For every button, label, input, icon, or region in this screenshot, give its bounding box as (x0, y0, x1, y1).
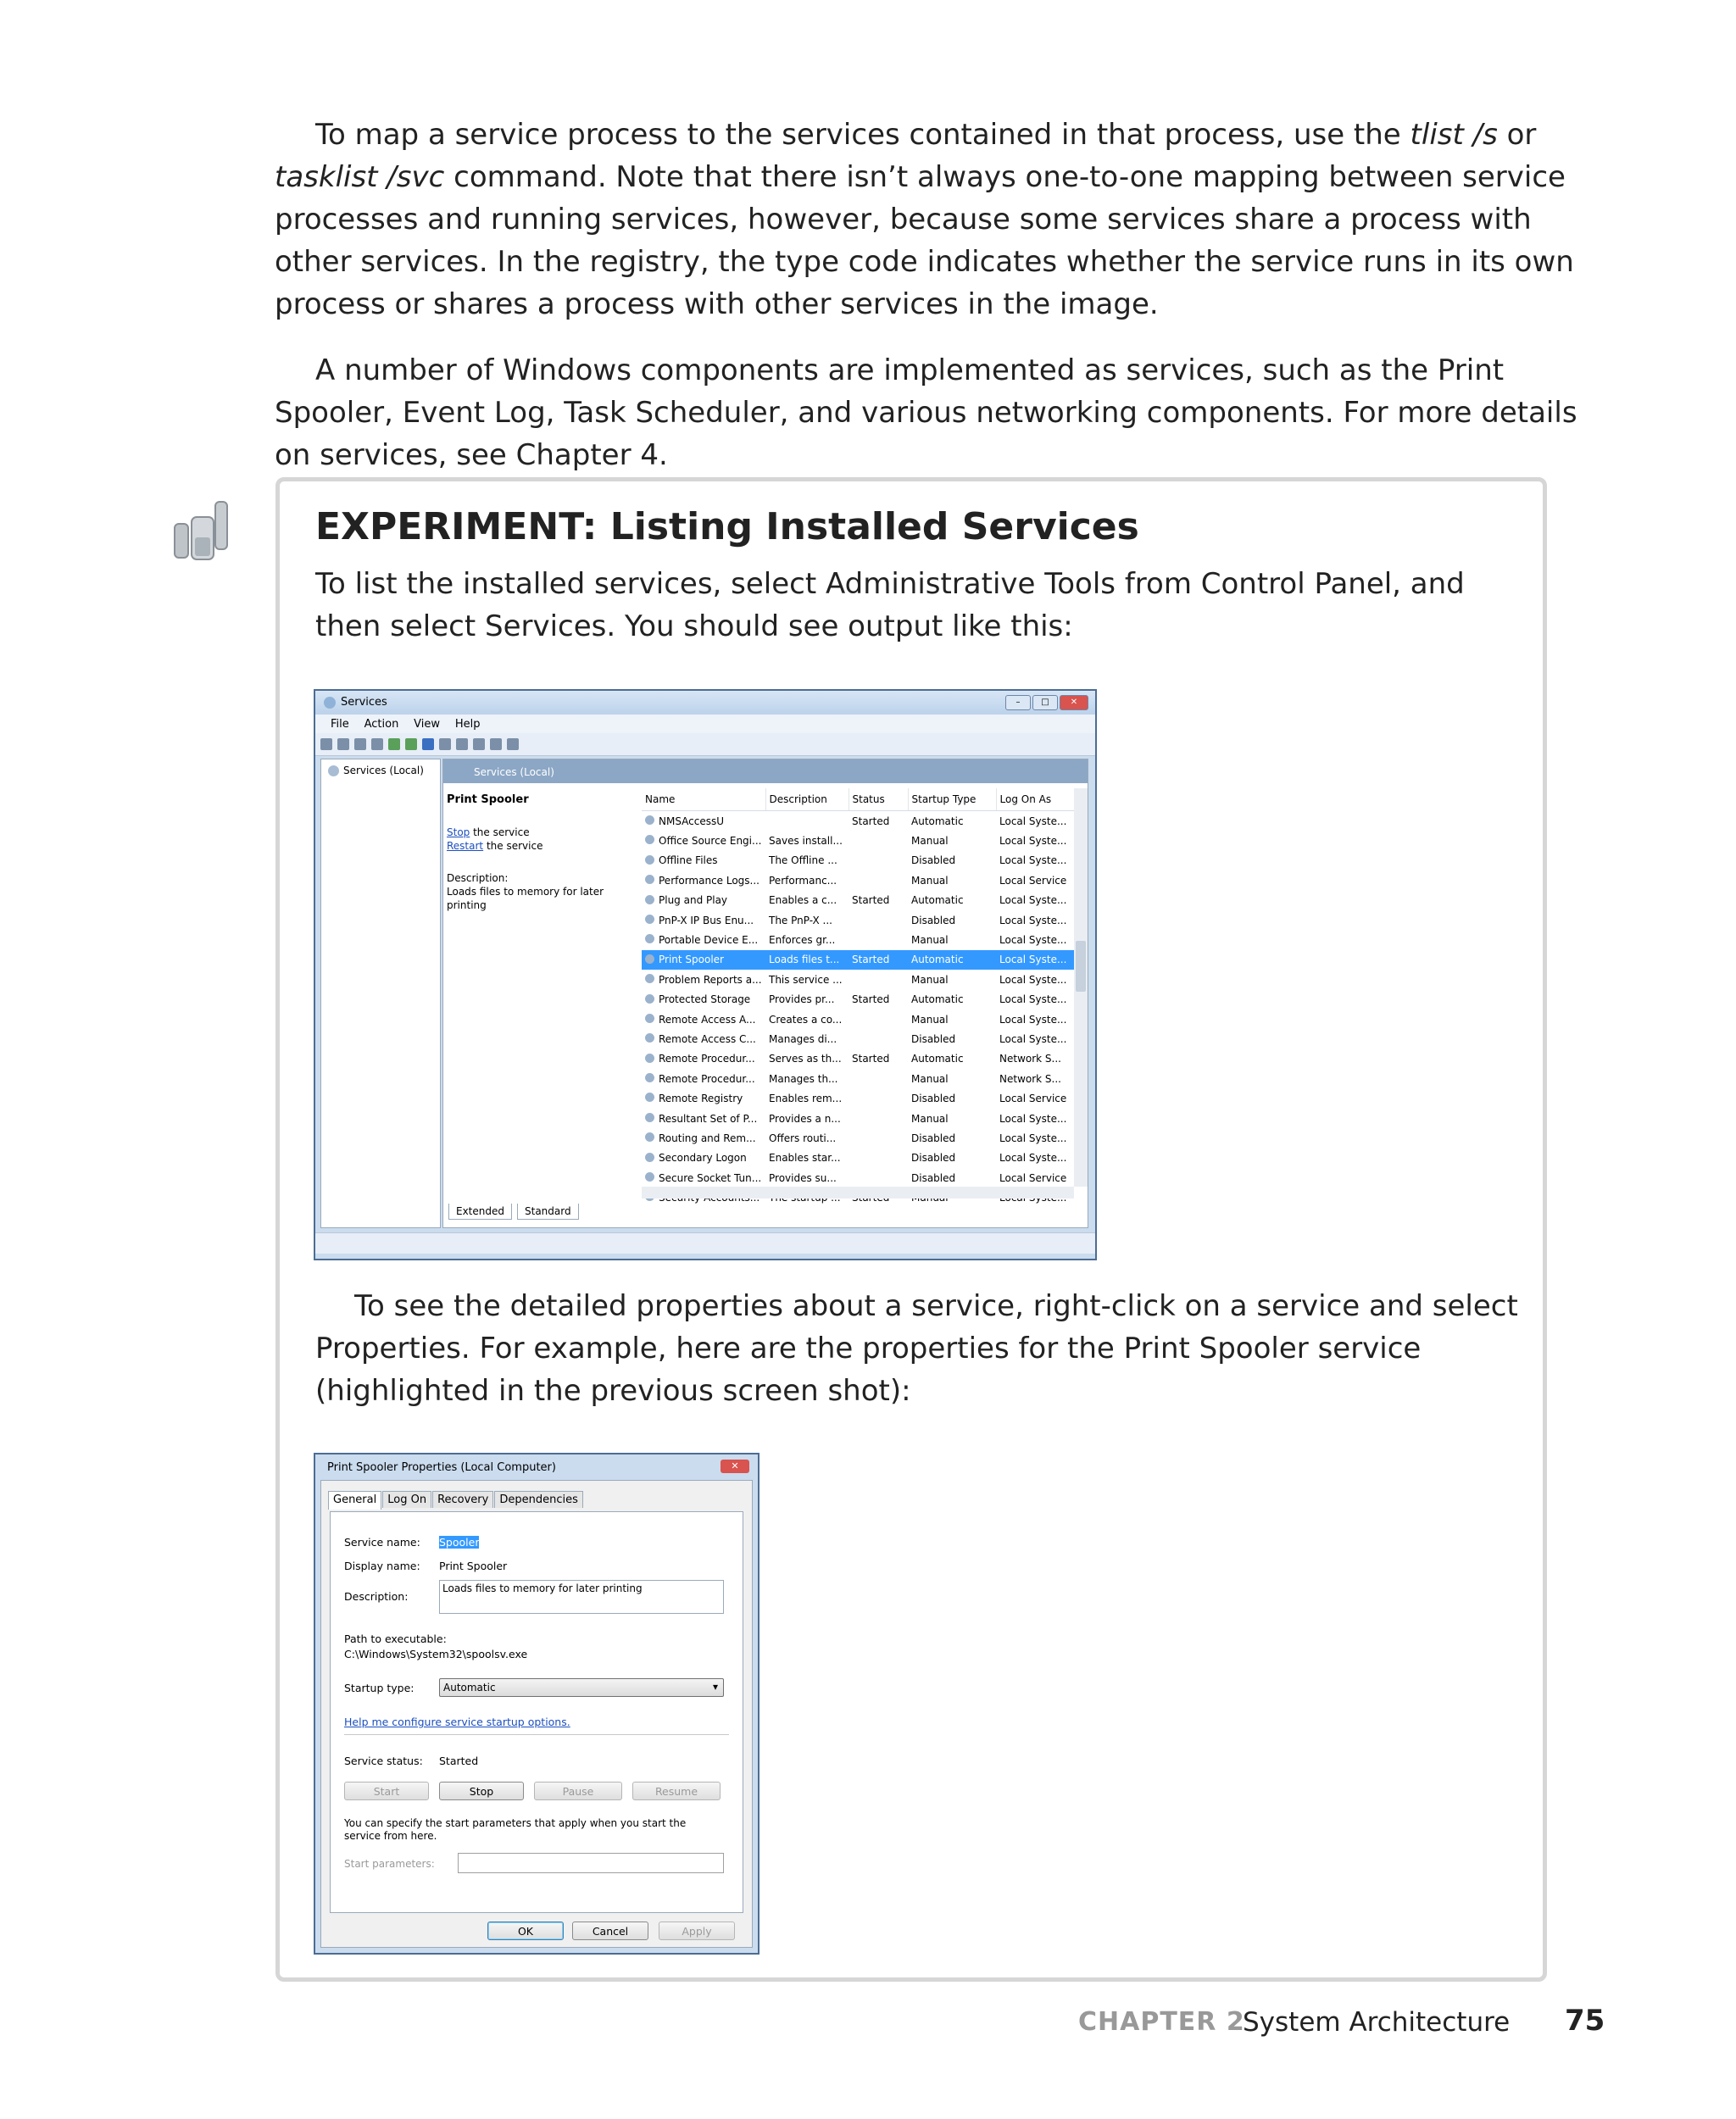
table-cell: Local Syste... (999, 1032, 1067, 1045)
table-cell (849, 970, 908, 989)
table-cell: Disabled (911, 914, 956, 926)
ok-button[interactable]: OK (487, 1922, 564, 1940)
service-status-value: Started (439, 1755, 479, 1767)
start-button[interactable]: Start (344, 1782, 429, 1800)
restart-link[interactable]: Restart (447, 840, 484, 852)
stop-button[interactable]: Stop (439, 1782, 524, 1800)
experiment-middle-text: To see the detailed properties about a service, right-click on a service and select Properties. For example, here are the properties for the Print Spooler service (highlighted in the previous screen shot): (315, 1289, 1518, 1408)
table-cell: Disabled (911, 854, 956, 867)
table-row[interactable] (642, 1128, 1086, 1148)
services-titlebar (315, 691, 1095, 715)
pane-header: Services (Local) (443, 759, 1088, 783)
dialog-titlebar (315, 1454, 758, 1478)
play-icon[interactable] (456, 738, 468, 750)
startup-type-select[interactable]: Automatic ▾ (439, 1678, 724, 1697)
tab-dependencies[interactable]: Dependencies (494, 1491, 583, 1508)
table-vertical-scrollbar[interactable] (1074, 788, 1088, 1187)
table-row[interactable] (642, 870, 1086, 890)
table-cell: Protected Storage (642, 990, 765, 1009)
table-row[interactable] (642, 1009, 1086, 1029)
table-cell (849, 851, 908, 870)
table-cell (849, 1148, 908, 1168)
table-cell: Network S... (999, 1072, 1061, 1085)
menu-help[interactable]: Help (454, 718, 481, 731)
help-configure-link[interactable]: Help me configure service startup options. (344, 1716, 570, 1728)
table-cell: Disabled (911, 1132, 956, 1144)
menu-view[interactable]: View (414, 718, 440, 731)
table-cell: Manual (911, 934, 949, 947)
table-cell: Started (852, 815, 890, 827)
table-cell (849, 870, 908, 890)
path-value: C:\Windows\System32\spoolsv.exe (344, 1648, 528, 1660)
stop-icon[interactable] (473, 738, 485, 750)
experiment-title: EXPERIMENT: Listing Installed Services (315, 505, 1139, 548)
service-name-value[interactable]: Spooler (439, 1536, 480, 1549)
display-name-label: Display name: (344, 1560, 420, 1572)
table-cell: Local Syste... (999, 1112, 1067, 1125)
chapter-label: CHAPTER 2 (1078, 2007, 1245, 2037)
table-cell: Enables a c... (769, 894, 837, 907)
general-tab-panel (330, 1511, 743, 1913)
table-cell: Provides su... (769, 1171, 837, 1184)
close-icon[interactable]: ✕ (1060, 695, 1088, 710)
forward-icon[interactable] (337, 738, 349, 750)
column-header[interactable]: Log On As (996, 788, 1086, 811)
table-cell: Started (852, 993, 890, 1006)
table-cell: Automatic (911, 1053, 964, 1065)
table-cell: Provides a n... (769, 1112, 841, 1125)
table-row[interactable] (642, 831, 1086, 850)
table-row[interactable] (642, 1069, 1086, 1088)
table-cell: PnP-X IP Bus Enu... (642, 910, 765, 930)
table-cell: Started (852, 894, 890, 907)
table-cell: Manual (911, 874, 949, 887)
table-cell: Remote Access A... (642, 1009, 765, 1029)
help-icon[interactable] (422, 738, 434, 750)
table-cell: Manual (911, 1072, 949, 1085)
table-cell (849, 1069, 908, 1088)
show-hide-icon[interactable] (439, 738, 451, 750)
table-cell: The Offline ... (769, 854, 837, 867)
table-cell: Routing and Rem... (642, 1128, 765, 1148)
view-tabs (443, 1204, 579, 1220)
console-tree-icon[interactable] (354, 738, 366, 750)
table-cell: Disabled (911, 1032, 956, 1045)
description-field[interactable]: Loads files to memory for later printing (439, 1580, 724, 1614)
table-cell (849, 1009, 908, 1029)
table-cell: Enables rem... (769, 1093, 843, 1105)
table-cell: Provides pr... (769, 993, 835, 1006)
table-row[interactable] (642, 811, 1086, 831)
table-cell: The PnP-X ... (769, 914, 832, 926)
table-row[interactable] (642, 851, 1086, 870)
services-table (642, 788, 1086, 1187)
table-row[interactable] (642, 990, 1086, 1009)
table-cell: Local Syste... (999, 1013, 1067, 1026)
services-title: Services (341, 696, 387, 709)
properties-icon[interactable] (371, 738, 383, 750)
table-cell: Saves install... (769, 835, 843, 848)
table-cell: Local Syste... (999, 1132, 1067, 1144)
table-cell: NMSAccessU (642, 811, 765, 831)
table-cell: Automatic (911, 993, 964, 1006)
pause-button[interactable]: Pause (534, 1782, 622, 1800)
restart-icon[interactable] (507, 738, 519, 750)
table-row[interactable] (642, 1029, 1086, 1048)
table-cell: Remote Registry (642, 1088, 765, 1108)
export-icon[interactable] (405, 738, 417, 750)
apply-button[interactable]: Apply (659, 1922, 735, 1940)
table-row[interactable] (642, 950, 1086, 970)
table-cell: Remote Access C... (642, 1029, 765, 1048)
tab-general[interactable]: General (328, 1491, 381, 1510)
table-cell: Offers routi... (769, 1132, 837, 1144)
column-header[interactable]: Description (765, 788, 849, 811)
minimize-icon[interactable]: – (1005, 695, 1031, 710)
table-cell: Local Service (999, 1093, 1067, 1105)
table-cell: Local Syste... (999, 835, 1067, 848)
maximize-icon[interactable]: □ (1032, 695, 1058, 710)
table-cell: Local Service (999, 1171, 1067, 1184)
table-cell: Manages th... (769, 1072, 838, 1085)
table-cell: Office Source Engi... (642, 831, 765, 850)
tab-standard[interactable]: Standard (517, 1204, 579, 1220)
table-cell: Local Syste... (999, 854, 1067, 867)
table-cell: Manual (911, 835, 949, 848)
table-cell: Started (852, 1053, 890, 1065)
table-cell: Remote Procedur... (642, 1069, 765, 1088)
tree-item-services-local[interactable]: Services (Local) (328, 765, 424, 776)
table-row[interactable] (642, 1168, 1086, 1187)
services-pane (442, 759, 1088, 1228)
path-label: Path to executable: (344, 1632, 447, 1645)
table-cell (849, 1088, 908, 1108)
table-cell: Manual (911, 973, 949, 986)
detail-desc-text: Loads files to memory for later printing (447, 886, 604, 911)
table-cell (849, 831, 908, 850)
table-row[interactable] (642, 930, 1086, 949)
cancel-button[interactable]: Cancel (572, 1922, 648, 1940)
column-header[interactable]: Status (849, 788, 908, 811)
divider (344, 1734, 729, 1735)
column-header[interactable]: Startup Type (908, 788, 996, 811)
start-params-label: Start parameters: (344, 1858, 435, 1870)
dialog-title: Print Spooler Properties (Local Computer) (327, 1461, 556, 1474)
table-row[interactable] (642, 1148, 1086, 1168)
table-cell: Loads files t... (765, 950, 849, 970)
menu-action[interactable]: Action (364, 718, 399, 731)
table-cell: Automatic (911, 815, 964, 827)
back-icon[interactable] (320, 738, 332, 750)
table-cell: Local Service (999, 874, 1067, 887)
table-row[interactable] (642, 1088, 1086, 1108)
table-cell: Local Syste... (999, 815, 1067, 827)
startup-type-label: Startup type: (344, 1682, 415, 1694)
table-cell: Started (849, 950, 908, 970)
table-cell: Plug and Play (642, 891, 765, 910)
table-cell: Serves as th... (769, 1053, 842, 1065)
table-cell: Portable Device E... (642, 930, 765, 949)
dialog-close-icon[interactable]: ✕ (721, 1460, 749, 1473)
table-cell: Remote Procedur... (642, 1049, 765, 1069)
dialog-tabs (328, 1491, 584, 1510)
table-cell (849, 930, 908, 949)
table-cell: Disabled (911, 1171, 956, 1184)
properties-dialog-screenshot (314, 1453, 760, 1955)
paragraph-1: To map a service process to the services contained in that process, use the tlist /s or tasklist /svc command. Note that there isn’t always one-to-one mapping between service processes and running services, however, because some services share a process with other services. In the registry, the type code indicates whether the service runs in its own process or shares a process with other services in the image. (275, 118, 1574, 321)
service-status-label: Service status: (344, 1755, 423, 1767)
column-header[interactable]: Name (642, 788, 765, 811)
table-cell: Disabled (911, 1152, 956, 1165)
table-cell: Resultant Set of P... (642, 1109, 765, 1128)
table-cell: Network S... (999, 1053, 1061, 1065)
page-number: 75 (1565, 2004, 1605, 2038)
table-cell: Automatic (911, 894, 964, 907)
table-cell: Enforces gr... (769, 934, 836, 947)
table-row[interactable] (642, 970, 1086, 989)
table-row[interactable] (642, 1109, 1086, 1128)
table-horizontal-scrollbar[interactable] (642, 1187, 1074, 1199)
start-params-note: You can specify the start parameters that apply when you start the service from here. (344, 1817, 687, 1842)
table-cell: Offline Files (642, 851, 765, 870)
table-cell: Local Syste... (999, 934, 1067, 947)
section-title: System Architecture (1243, 2007, 1511, 2038)
table-cell: Local Syste... (999, 914, 1067, 926)
services-toolbar (315, 733, 1095, 756)
table-cell: Disabled (911, 1093, 956, 1105)
table-cell: Performanc... (769, 874, 837, 887)
table-cell: Automatic (908, 950, 996, 970)
table-cell (849, 1109, 908, 1128)
cmd-tasklist: tasklist /svc (275, 160, 445, 194)
table-cell: Performance Logs... (642, 870, 765, 890)
table-cell: Manual (911, 1013, 949, 1026)
table-cell: Creates a co... (769, 1013, 843, 1026)
description-label: Description: (344, 1590, 409, 1603)
services-menubar (315, 715, 1095, 733)
console-tree (320, 759, 441, 1228)
start-params-input[interactable] (458, 1853, 724, 1873)
table-cell: Manual (911, 1112, 949, 1125)
table-cell (849, 1029, 908, 1048)
status-bar (315, 1232, 1095, 1254)
table-row[interactable] (642, 891, 1086, 910)
table-cell: Print Spooler (642, 950, 765, 970)
table-cell: Enables star... (769, 1152, 841, 1165)
table-cell: Local Syste... (996, 950, 1086, 970)
table-cell: Local Syste... (999, 894, 1067, 907)
table-cell: Manages di... (769, 1032, 837, 1045)
table-cell: Secure Socket Tun... (642, 1168, 765, 1187)
paragraph-2: A number of Windows components are implemented as services, such as the Print Spooler, Event Log, Task Scheduler, and various networking components. For more details on services, see Chapter 4. (275, 353, 1577, 472)
table-cell (765, 811, 849, 831)
detail-desc-label: Description: (447, 872, 509, 884)
tab-extended[interactable]: Extended (448, 1204, 512, 1220)
resume-button[interactable]: Resume (632, 1782, 721, 1800)
experiment-intro: To list the installed services, select Administrative Tools from Control Panel, and then select Services. You should see output like this: (315, 567, 1465, 643)
table-cell: Secondary Logon (642, 1148, 765, 1168)
table-cell (849, 1168, 908, 1187)
service-name-label: Service name: (344, 1536, 420, 1549)
services-window-screenshot (314, 689, 1097, 1260)
refresh-icon[interactable] (388, 738, 400, 750)
table-cell: Local Syste... (999, 993, 1067, 1006)
table-cell: Problem Reports a... (642, 970, 765, 989)
services-app-icon (324, 697, 336, 709)
table-row[interactable] (642, 1049, 1086, 1069)
table-cell: This service ... (769, 973, 843, 986)
stop-link[interactable]: Stop (447, 826, 470, 838)
experiment-beaker-icon (166, 495, 242, 571)
service-detail-panel: Print Spooler Stop the service Restart the service Description: Loads files to memory for later printing (447, 793, 640, 912)
display-name-value[interactable]: Print Spooler (439, 1560, 508, 1572)
cmd-tlist: tlist /s (1410, 118, 1498, 152)
detail-title: Print Spooler (447, 793, 529, 806)
table-cell (849, 910, 908, 930)
pause-icon[interactable] (490, 738, 502, 750)
tab-recovery[interactable]: Recovery (432, 1491, 493, 1508)
menu-file[interactable]: File (331, 718, 349, 731)
table-cell: Local Syste... (999, 1152, 1067, 1165)
tab-log-on[interactable]: Log On (382, 1491, 431, 1508)
table-row[interactable] (642, 910, 1086, 930)
table-cell: Local Syste... (999, 973, 1067, 986)
table-cell (849, 1128, 908, 1148)
